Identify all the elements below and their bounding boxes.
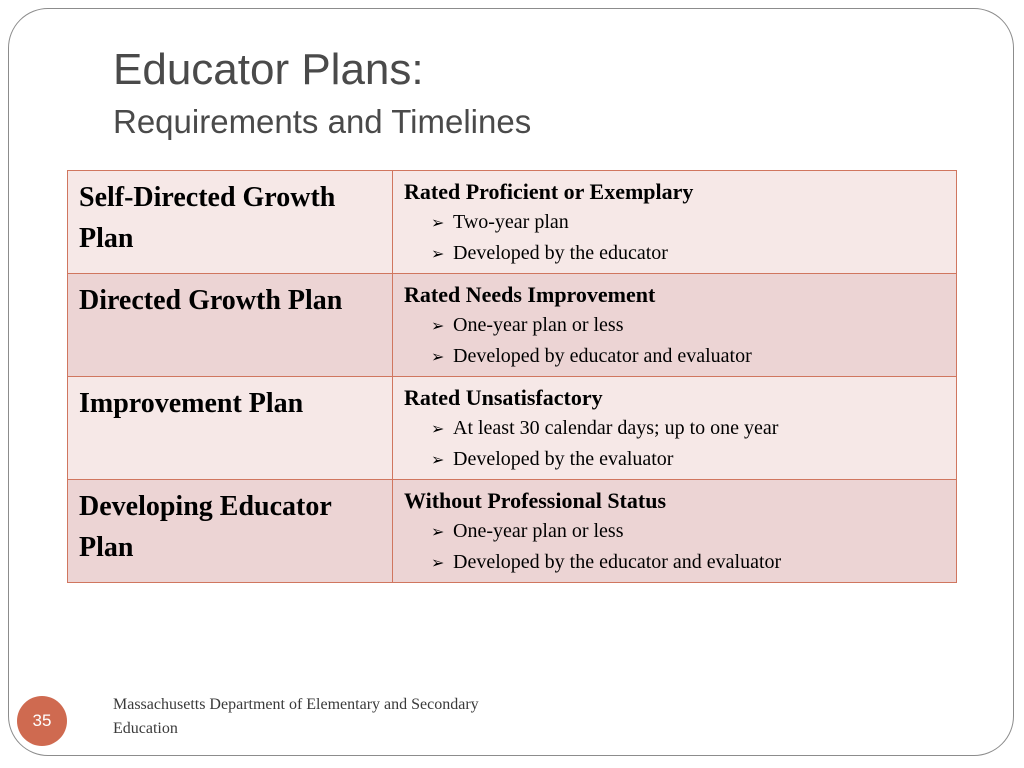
plan-name-cell: Developing Educator Plan [68,480,393,583]
bullet-text: Two-year plan [453,211,569,233]
bullet-text: Developed by the educator and evaluator [453,551,782,573]
page-number-badge: 35 [17,696,67,746]
arrow-bullet-icon: ➢ [431,347,445,366]
table-row [68,480,957,583]
arrow-bullet-icon: ➢ [431,522,445,541]
table-row [68,274,957,377]
plan-detail-cell [393,274,957,377]
bullet-text: One-year plan or less [453,520,624,542]
plan-name-cell: Self-Directed Growth Plan [68,171,393,274]
plan-criteria: Without Professional Status [404,488,667,513]
list-item [431,516,946,547]
list-item [431,444,946,475]
plan-criteria: Rated Proficient or Exemplary [404,179,694,204]
educator-plans-table [67,170,957,583]
arrow-bullet-icon: ➢ [431,419,445,438]
list-item [431,238,946,269]
slide-subtitle: Requirements and Timelines [113,103,532,140]
plan-detail-cell [393,377,957,480]
plan-detail-cell [393,171,957,274]
arrow-bullet-icon: ➢ [431,213,445,232]
table-row [68,171,957,274]
list-item [431,547,946,578]
plan-name-cell: Improvement Plan [68,377,393,480]
bullet-text: Developed by the educator [453,242,668,264]
arrow-bullet-icon: ➢ [431,316,445,335]
plan-bullet-list [404,310,946,372]
bullet-text: Developed by educator and evaluator [453,345,752,367]
plan-name-cell: Directed Growth Plan [68,274,393,377]
footer-organization: Massachusetts Department of Elementary and Secondary Education [113,696,479,737]
bullet-text: At least 30 calendar days; up to one year [453,417,779,439]
plan-criteria: Rated Unsatisfactory [404,385,603,410]
list-item [431,310,946,341]
list-item [431,413,946,444]
plan-bullet-list [404,413,946,475]
plan-detail-cell [393,480,957,583]
arrow-bullet-icon: ➢ [431,553,445,572]
title-block [113,44,531,142]
arrow-bullet-icon: ➢ [431,244,445,263]
slide-title: Educator Plans: [113,45,424,94]
list-item [431,341,946,372]
plan-bullet-list [404,516,946,578]
table-row [68,377,957,480]
plan-criteria: Rated Needs Improvement [404,282,656,307]
bullet-text: Developed by the evaluator [453,448,674,470]
plan-bullet-list [404,207,946,269]
list-item [431,207,946,238]
bullet-text: One-year plan or less [453,314,624,336]
arrow-bullet-icon: ➢ [431,450,445,469]
